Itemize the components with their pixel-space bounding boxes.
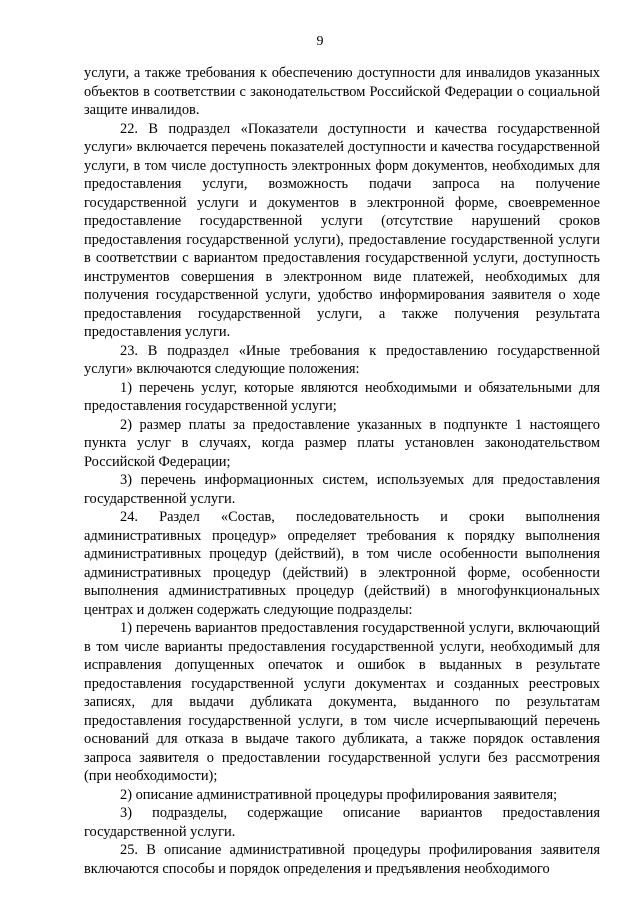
- list-item-24-1: 1) перечень вариантов предоставления государственной услуги, включающий в том числе варианты предоставления государственной услуги, необходимый для исправления допущенных опечаток и ошибок в выданных в результате предоставления государственной услуги документах и созданных реестровых записях, для выдачи дубликата документа, выданного по результатам предоставления государственной услуги, в том числе исчерпывающий перечень оснований для отказа в выдаче такого дубликата, а также порядок оставления запроса заявителя о предоставлении государственной услуги без рассмотрения (при необходимости);: [84, 620, 600, 784]
- paragraph-23: 23. В подраздел «Иные требования к предоставлению государственной услуги» включаются следующие положения:: [84, 342, 600, 377]
- paragraph-25: 25. В описание административной процедуры профилирования заявителя включаются способы и порядок определения и предъявления необходимого: [84, 842, 600, 877]
- list-item-24-3: 3) подразделы, содержащие описание вариантов предоставления государственной услуги.: [84, 805, 600, 840]
- paragraph-24: 24. Раздел «Состав, последовательность и сроки выполнения административных процедур» определяет требования к порядку выполнения административных процедур (действий), в том числе особенности выполнения административных процедур (действий) в электронной форме, особенности выполнения административных процедур (действий) в многофункциональных центрах и должен содержать следующие подразделы:: [84, 509, 600, 618]
- page-number: 9: [316, 34, 324, 49]
- list-item-23-2: 2) размер платы за предоставление указанных в подпункте 1 настоящего пункта услуг в случаях, когда размер платы установлен законодательством Российской Федерации;: [84, 416, 600, 470]
- paragraph-continuation: услуги, а также требования к обеспечению доступности для инвалидов указанных объектов в соответствии с законодательством Российской Федерации о социальной защите инвалидов.: [84, 65, 600, 118]
- paragraph-22: 22. В подраздел «Показатели доступности и качества государственной услуги» включается перечень показателей доступности и качества государственной услуги, в том числе доступность электронных форм документов, необходимых для предоставления услуги, возможность подачи запроса на получение государственной услуги и документов в электронной форме, своевременное предоставление государственной услуги (отсутствие нарушений сроков предоставления государственной услуги), предоставление государственной услуги в соответствии с вариантом предоставления государственной услуги, доступность инструментов совершения в электронном виде платежей, необходимых для получения государственной услуги, удобство информирования заявителя о ходе предоставления государственной услуги, а также получения результата предоставления услуги.: [84, 120, 600, 340]
- list-item-24-2: 2) описание административной процедуры профилирования заявителя;: [120, 786, 558, 803]
- document-body: [84, 64, 600, 878]
- list-item-23-1: 1) перечень услуг, которые являются необходимыми и обязательными для предоставления государственной услуги;: [84, 379, 600, 414]
- list-item-23-3: 3) перечень информационных систем, используемых для предоставления государственной услуги.: [84, 472, 600, 507]
